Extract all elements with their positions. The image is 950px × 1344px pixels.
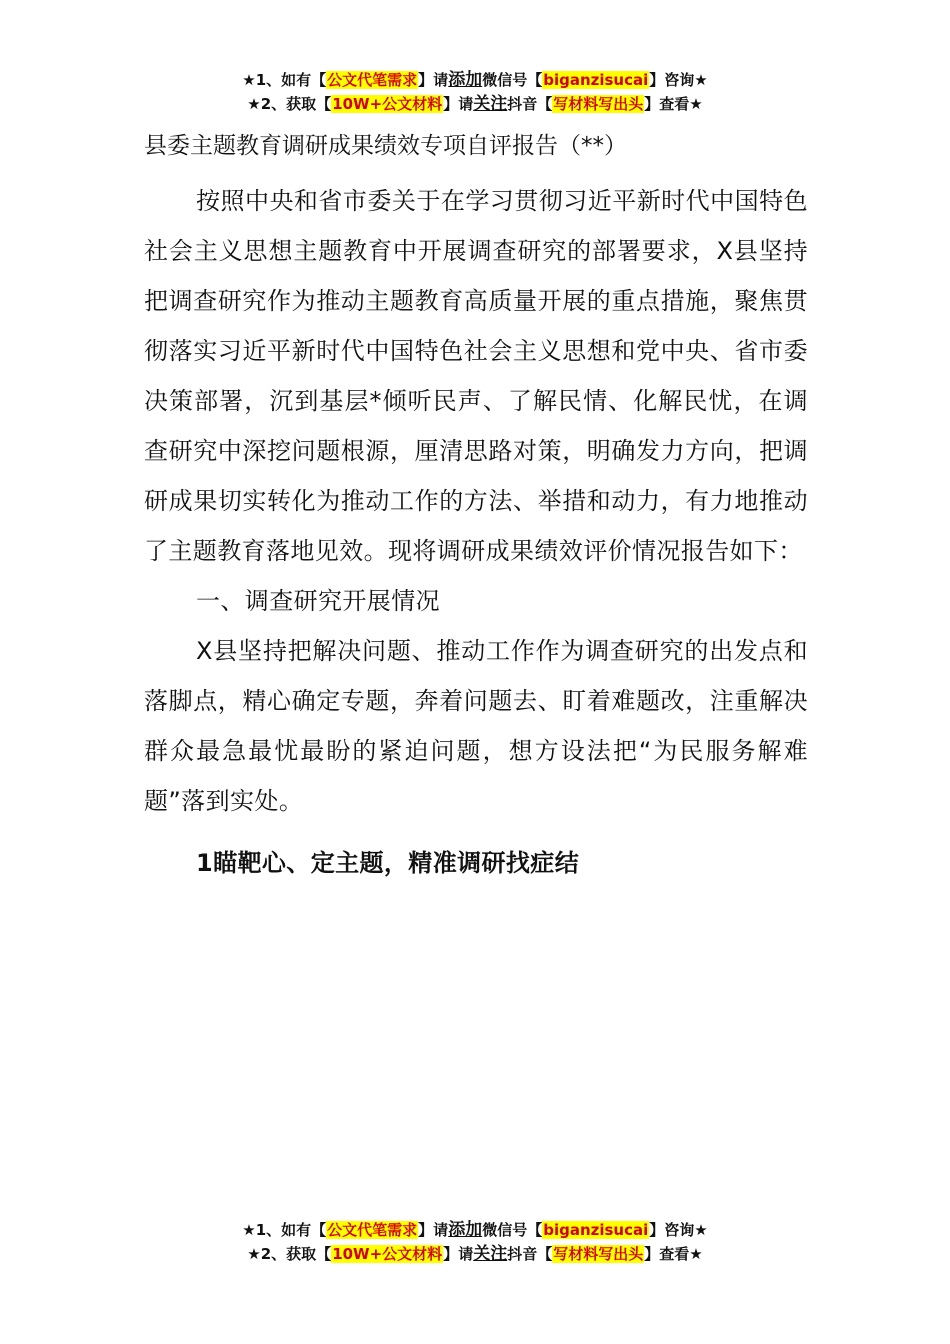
banner-text: 1、如有【	[255, 71, 327, 89]
banner-text: 】查看	[644, 1245, 690, 1263]
section-heading: 一、调查研究开展情况	[196, 587, 440, 615]
highlight-text: 10W+公文材料	[332, 95, 443, 113]
paragraph-section-1: X县坚持把解决问题、推动工作作为调查研究的出发点和落脚点，精心确定专题，奔着问题去、盯着难题改，注重解决群众最急最忧最盼的紧迫问题，想方设法把“为民服务解难题”落到实处。	[144, 637, 808, 815]
star-icon: ★	[694, 71, 708, 89]
wechat-id: biganzisucai	[543, 71, 649, 89]
star-icon: ★	[694, 1221, 708, 1239]
star-icon: ★	[247, 95, 261, 113]
highlight-text: 10W+公文材料	[332, 1245, 443, 1263]
banner-text: 】查看	[644, 95, 690, 113]
douyin-account: 写材料写出头	[553, 1245, 644, 1263]
star-icon: ★	[242, 1221, 256, 1239]
star-icon: ★	[247, 1245, 261, 1263]
emphasis-text: 关注	[473, 1244, 508, 1264]
emphasis-text: 添加	[448, 1220, 483, 1240]
star-icon: ★	[689, 1245, 703, 1263]
header-banner	[0, 68, 950, 116]
banner-text: 2、获取【	[260, 95, 332, 113]
banner-text: 】请	[443, 1245, 474, 1263]
footer-banner	[0, 1218, 950, 1266]
banner-text: 1、如有【	[255, 1221, 327, 1239]
banner-line-1	[0, 68, 950, 92]
banner-line-1	[0, 1218, 950, 1242]
paragraph-intro: 按照中央和省市委关于在学习贯彻习近平新时代中国特色社会主义思想主题教育中开展调查研究的部署要求，X县坚持把调查研究作为推动主题教育高质量开展的重点措施，聚焦贯彻落实习近平新时代中国特色社会主义思想和党中央、省市委决策部署，沉到基层*倾听民声、了解民情、化解民忧，在调查研究中深挖问题根源，厘清思路对策，明确发力方向，把调研成果切实转化为推动工作的方法、举措和动力，有力地推动了主题教育落地见效。现将调研成果绩效评价情况报告如下：	[144, 187, 808, 565]
highlight-text: 公文代笔需求	[327, 71, 418, 89]
banner-line-2	[0, 1242, 950, 1266]
banner-text: 2、获取【	[260, 1245, 332, 1263]
banner-text: 】咨询	[649, 1221, 695, 1239]
banner-text: 】咨询	[649, 71, 695, 89]
banner-text: 】请	[418, 71, 449, 89]
emphasis-text: 添加	[448, 70, 483, 90]
subsection-heading: 1瞄靶心、定主题，精准调研找症结	[196, 849, 580, 877]
banner-text: 】请	[443, 95, 474, 113]
banner-text: 】请	[418, 1221, 449, 1239]
wechat-id: biganzisucai	[543, 1221, 649, 1239]
emphasis-text: 关注	[473, 94, 508, 114]
highlight-text: 公文代笔需求	[327, 1221, 418, 1239]
douyin-account: 写材料写出头	[553, 95, 644, 113]
star-icon: ★	[242, 71, 256, 89]
document-title: 县委主题教育调研成果绩效专项自评报告（**）	[144, 133, 627, 159]
star-icon: ★	[689, 95, 703, 113]
banner-text: 微信号【	[482, 1221, 543, 1239]
banner-text: 微信号【	[482, 71, 543, 89]
banner-text: 抖音【	[507, 1245, 553, 1263]
banner-line-2	[0, 92, 950, 116]
document-body	[144, 176, 808, 888]
banner-text: 抖音【	[507, 95, 553, 113]
